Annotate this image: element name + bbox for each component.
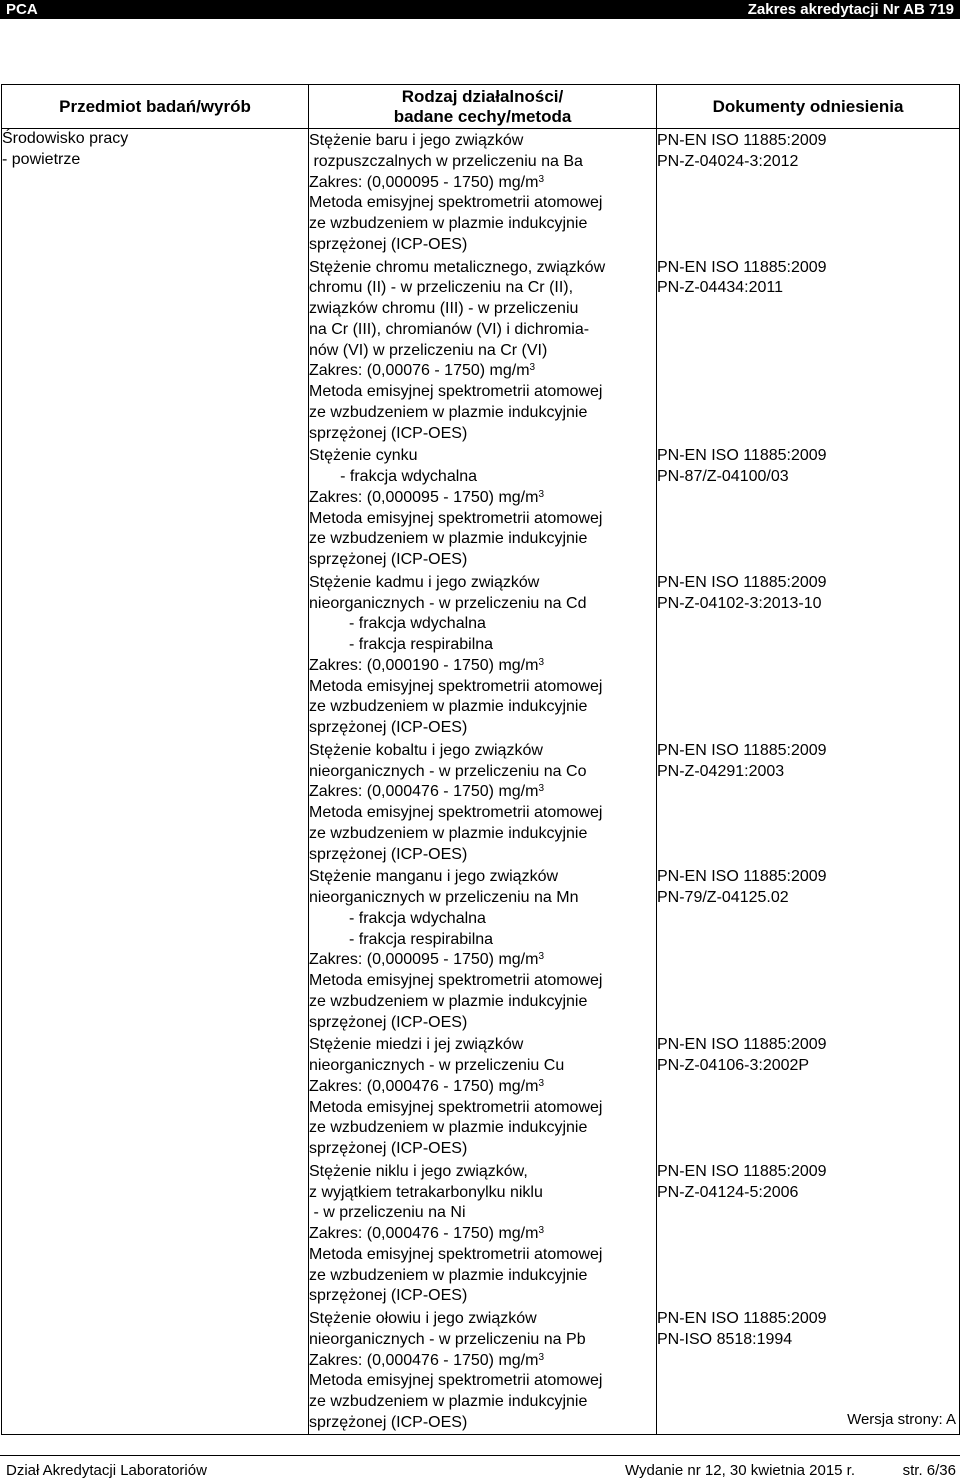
doc-line xyxy=(657,235,959,256)
param-line: nów (VI) w przeliczeniu na Cr (VI) xyxy=(309,341,548,359)
param-line: ze wzbudzeniem w plazmie indukcyjnie xyxy=(309,698,588,716)
param-line: nieorganicznych - w przeliczeniu na Pb xyxy=(309,1330,586,1348)
unit-superscript: 3 xyxy=(538,488,544,500)
doc-group xyxy=(657,1160,959,1307)
doc-line xyxy=(657,1077,959,1098)
footer-edition: Wydanie nr 12, 30 kwietnia 2015 r. xyxy=(625,1462,856,1479)
param-line: Zakres: (0,000476 - 1750) $mg/m^3$ xyxy=(309,1225,544,1242)
doc-line xyxy=(657,1139,959,1160)
unit-superscript: 3 xyxy=(538,1225,544,1236)
footer-department: Dział Akredytacji Laboratoriów xyxy=(6,1462,207,1479)
param-line: ze wzbudzeniem w plazmie indukcyjnie xyxy=(309,403,588,421)
doc-group xyxy=(657,739,959,866)
param-line: nieorganicznych w przeliczeniu na Mn xyxy=(309,889,579,906)
param-line: - frakcja respirabilna xyxy=(309,930,494,948)
param-line: - w przeliczeniu na Ni xyxy=(309,1204,466,1222)
param-line: nieorganicznych - w przeliczeniu Cu xyxy=(309,1057,565,1074)
doc-group xyxy=(657,1033,959,1160)
unit-superscript: 3 xyxy=(538,783,544,795)
param-line: ze wzbudzeniem w plazmie indukcyjnie xyxy=(309,215,588,232)
param-group xyxy=(309,1160,656,1307)
header-bar xyxy=(0,0,960,19)
doc-line xyxy=(657,341,959,362)
doc-line: PN-EN ISO 11885:2009 xyxy=(657,132,827,149)
param-line: - frakcja wdychalna xyxy=(309,468,478,485)
doc-line xyxy=(657,782,959,803)
doc-line xyxy=(657,1371,959,1392)
doc-line: PN-EN ISO 11885:2009 xyxy=(657,1162,827,1180)
doc-line: PN-EN ISO 11885:2009 xyxy=(657,1310,827,1327)
doc-line: PN-79/Z-04125.02 xyxy=(657,889,789,906)
doc-line: PN-Z-04102-3:2013-10 xyxy=(657,594,822,612)
accreditation-table xyxy=(1,84,960,1435)
param-line: Stężenie niklu i jego związków, xyxy=(309,1162,528,1180)
footer-divider xyxy=(0,1455,960,1456)
unit-superscript: 3 xyxy=(538,1351,544,1363)
doc-line xyxy=(657,509,959,530)
col-header-activity xyxy=(309,85,657,129)
doc-line xyxy=(657,1098,959,1119)
param-line: Metoda emisyjnej spektrometrii atomowej xyxy=(309,1098,603,1116)
doc-line xyxy=(657,677,959,698)
doc-line xyxy=(657,529,959,550)
param-line: sprzężonej (ICP-OES) xyxy=(309,719,468,736)
doc-line xyxy=(657,971,959,992)
col-header-activity-line1: Rodzaj działalności/ xyxy=(401,86,564,106)
doc-line xyxy=(657,909,959,930)
doc-line: PN-EN ISO 11885:2009 xyxy=(657,573,827,591)
unit-superscript: 3 xyxy=(538,951,544,963)
header-right: Zakres akredytacji Nr AB 719 xyxy=(747,1,954,18)
col-header-activity-line2: badane cechy/metoda xyxy=(393,106,572,126)
param-group xyxy=(309,739,656,866)
param-line: sprzężonej (ICP-OES) xyxy=(309,424,468,442)
doc-line xyxy=(657,950,959,971)
param-line: Metoda emisyjnej spektrometrii atomowej xyxy=(309,804,603,821)
doc-line xyxy=(657,1118,959,1139)
doc-line: PN-Z-04024-3:2012 xyxy=(657,152,799,170)
param-line: Stężenie kobaltu i jego związków xyxy=(309,741,543,759)
table-body-row xyxy=(2,129,960,1435)
param-group xyxy=(309,256,656,445)
param-line: Zakres: (0,000095 - 1750) $mg/m^3$ xyxy=(309,488,544,506)
param-line: związków chromu (III) - w przeliczeniu xyxy=(309,300,579,317)
page-version: Wersja strony: A xyxy=(847,1411,956,1428)
param-line: Metoda emisyjnej spektrometrii atomowej xyxy=(309,677,603,695)
doc-line xyxy=(657,488,959,509)
doc-line: PN-EN ISO 11885:2009 xyxy=(657,868,827,886)
doc-line xyxy=(657,845,959,866)
param-line: - frakcja wdychalna xyxy=(309,909,486,927)
doc-group xyxy=(657,865,959,1033)
doc-line xyxy=(657,1392,959,1413)
param-line: chromu (II) - w przeliczeniu na Cr (II), xyxy=(309,279,574,297)
doc-line: PN-ISO 8518:1994 xyxy=(657,1330,793,1348)
doc-line xyxy=(657,1245,959,1266)
doc-line xyxy=(657,803,959,824)
param-line: Stężenie baru i jego związków xyxy=(309,132,524,149)
param-group xyxy=(309,571,656,739)
param-line: Zakres: (0,000476 - 1750) $mg/m^3$ xyxy=(309,783,544,801)
doc-line xyxy=(657,930,959,951)
param-line: Zakres: (0,000476 - 1750) $mg/m^3$ xyxy=(309,1351,544,1369)
doc-line xyxy=(657,1266,959,1287)
doc-line xyxy=(657,824,959,845)
doc-line xyxy=(657,656,959,677)
doc-group xyxy=(657,256,959,445)
doc-line: PN-EN ISO 11885:2009 xyxy=(657,447,827,465)
doc-line xyxy=(657,635,959,656)
doc-line xyxy=(657,214,959,235)
param-line: sprzężonej (ICP-OES) xyxy=(309,1413,468,1431)
param-line: Stężenie kadmu i jego związków xyxy=(309,573,540,591)
subject-cell xyxy=(2,129,309,1435)
param-line: Zakres: (0,000190 - 1750) $mg/m^3$ xyxy=(309,656,544,674)
param-line: Metoda emisyjnej spektrometrii atomowej xyxy=(309,509,603,527)
doc-line xyxy=(657,718,959,739)
param-line: ze wzbudzeniem w plazmie indukcyjnie xyxy=(309,824,588,842)
unit-superscript: 3 xyxy=(538,1077,544,1089)
doc-group xyxy=(657,571,959,739)
doc-line: PN-Z-04291:2003 xyxy=(657,762,785,780)
param-line: Metoda emisyjnej spektrometrii atomowej xyxy=(309,1372,603,1390)
docs-cell xyxy=(657,129,960,1435)
param-line: nieorganicznych - w przeliczeniu na Cd xyxy=(309,594,587,612)
doc-line xyxy=(657,1351,959,1372)
param-line: Stężenie ołowiu i jego związków xyxy=(309,1310,537,1327)
doc-line: PN-Z-04434:2011 xyxy=(657,279,783,297)
doc-line xyxy=(657,173,959,194)
param-line: rozpuszczalnych w przeliczeniu na Ba xyxy=(309,152,583,170)
param-line: sprzężonej (ICP-OES) xyxy=(309,1287,468,1305)
unit-superscript: 3 xyxy=(529,362,536,374)
param-group xyxy=(309,129,656,256)
table-header-row xyxy=(2,85,960,129)
doc-line: PN-EN ISO 11885:2009 xyxy=(657,741,827,759)
col-header-documents: Dokumenty odniesienia xyxy=(657,85,960,129)
param-line: ze wzbudzeniem w plazmie indukcyjnie xyxy=(309,1266,588,1284)
doc-line xyxy=(657,1286,959,1307)
doc-group xyxy=(657,444,959,571)
param-line: sprzężonej (ICP-OES) xyxy=(309,845,468,863)
param-line: Metoda emisyjnej spektrometrii atomowej xyxy=(309,194,603,212)
doc-group xyxy=(657,129,959,256)
unit-superscript: 3 xyxy=(538,656,544,668)
param-line: sprzężonej (ICP-OES) xyxy=(309,551,468,568)
unit-superscript: 3 xyxy=(538,173,544,185)
param-line: Stężenie cynku xyxy=(309,447,418,465)
param-line: sprzężonej (ICP-OES) xyxy=(309,1140,468,1157)
param-line: ze wzbudzeniem w plazmie indukcyjnie xyxy=(309,530,588,548)
doc-line xyxy=(657,424,959,445)
doc-line: PN-87/Z-04100/03 xyxy=(657,468,789,485)
param-line: sprzężonej (ICP-OES) xyxy=(309,1013,468,1031)
doc-line: PN-Z-04106-3:2002P xyxy=(657,1057,810,1074)
param-line: nieorganicznych - w przeliczeniu na Co xyxy=(309,762,587,780)
footer-page-number: str. 6/36 xyxy=(902,1462,956,1479)
param-line: Metoda emisyjnej spektrometrii atomowej xyxy=(309,1245,603,1263)
param-group xyxy=(309,1033,656,1160)
param-line: Zakres: (0,00076 - 1750) $mg/m^3$ xyxy=(309,362,536,380)
param-line: ze wzbudzeniem w plazmie indukcyjnie xyxy=(309,992,588,1010)
header-left: PCA xyxy=(6,1,38,18)
doc-line xyxy=(657,1203,959,1224)
param-line: Zakres: (0,000095 - 1750) $mg/m^3$ xyxy=(309,951,544,969)
col-header-subject: Przedmiot badań/wyrób xyxy=(2,85,309,129)
param-line: Zakres: (0,000476 - 1750) $mg/m^3$ xyxy=(309,1077,544,1095)
param-line: Metoda emisyjnej spektrometrii atomowej xyxy=(309,972,603,989)
param-line: ze wzbudzeniem w plazmie indukcyjnie xyxy=(309,1393,588,1410)
param-group xyxy=(309,444,656,571)
doc-line xyxy=(657,1013,959,1034)
param-line: - frakcja respirabilna xyxy=(309,636,494,653)
doc-line xyxy=(657,1224,959,1245)
param-line: Stężenie miedzi i jej związków xyxy=(309,1036,524,1054)
doc-line xyxy=(657,193,959,214)
subject-line2: - powietrze xyxy=(2,150,81,168)
param-line: na Cr (III), chromianów (VI) i dichromia- xyxy=(309,320,590,338)
subject-line1: Środowisko pracy xyxy=(2,130,129,147)
doc-line: PN-EN ISO 11885:2009 xyxy=(657,1036,827,1054)
doc-line xyxy=(657,320,959,341)
doc-line xyxy=(657,614,959,635)
doc-line xyxy=(657,299,959,320)
doc-line xyxy=(657,361,959,382)
params-cell xyxy=(309,129,657,1435)
doc-line: PN-EN ISO 11885:2009 xyxy=(657,258,827,276)
param-line: Stężenie manganu i jego związków xyxy=(309,868,559,886)
param-line: ze wzbudzeniem w plazmie indukcyjnie xyxy=(309,1119,588,1137)
param-group xyxy=(309,865,656,1033)
param-line: z wyjątkiem tetrakarbonylku niklu xyxy=(309,1183,543,1201)
param-line: Metoda emisyjnej spektrometrii atomowej xyxy=(309,383,603,400)
doc-line xyxy=(657,550,959,571)
param-group xyxy=(309,1307,656,1434)
doc-line xyxy=(657,403,959,424)
param-line: Stężenie chromu metalicznego, związków xyxy=(309,258,606,276)
param-line: Zakres: (0,000095 - 1750) $mg/m^3$ xyxy=(309,173,544,191)
doc-line: PN-Z-04124-5:2006 xyxy=(657,1183,799,1201)
doc-line xyxy=(657,697,959,718)
param-line: - frakcja wdychalna xyxy=(309,615,486,633)
param-line: sprzężonej (ICP-OES) xyxy=(309,235,468,253)
doc-line xyxy=(657,382,959,403)
doc-line xyxy=(657,992,959,1013)
